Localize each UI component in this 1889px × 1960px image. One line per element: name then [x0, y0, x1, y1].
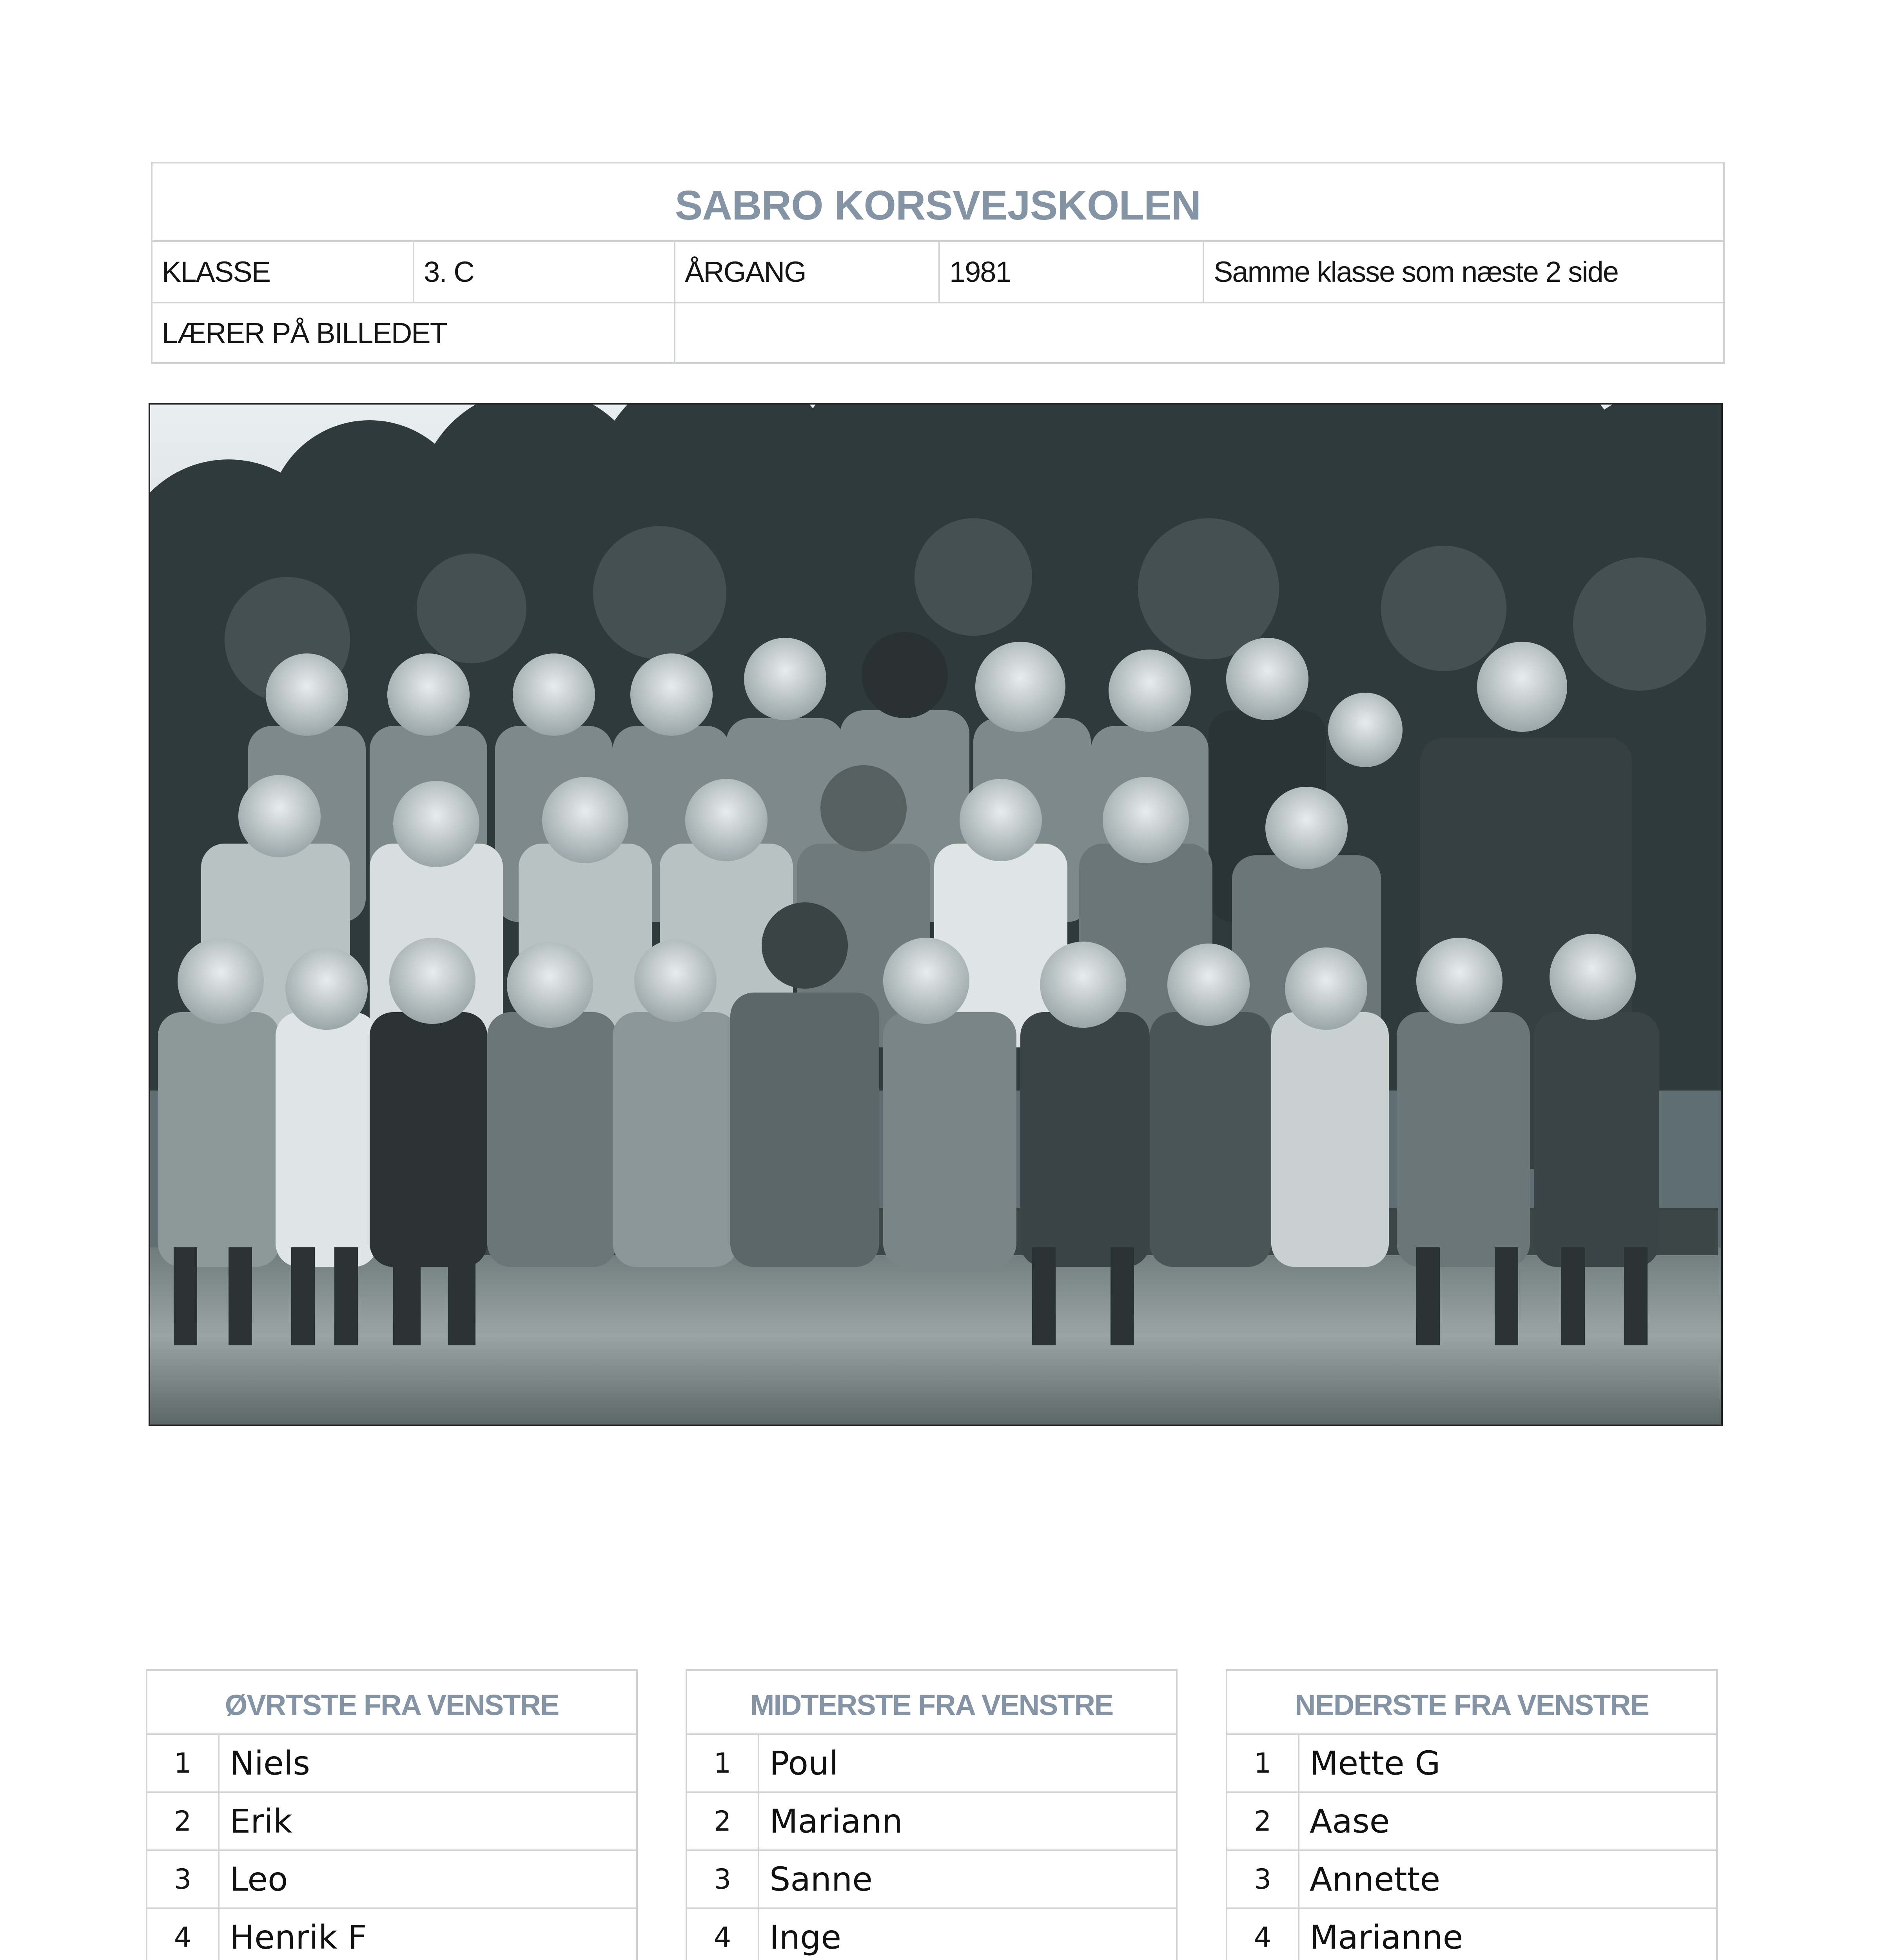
person-name: Erik — [219, 1792, 637, 1850]
top-row-names-table — [146, 1669, 638, 1960]
row-number: 4 — [147, 1908, 219, 1960]
school-name: SABRO KORSVEJSKOLEN — [152, 163, 1724, 241]
name-row — [147, 1792, 637, 1850]
row-number: 1 — [147, 1734, 219, 1792]
person-name: Mette G — [1299, 1734, 1717, 1792]
person-name: Marianne — [1299, 1908, 1717, 1960]
aargang-label: ÅRGANG — [675, 241, 939, 303]
person-name: Poul — [759, 1734, 1177, 1792]
name-row — [147, 1850, 637, 1908]
person-name: Niels — [219, 1734, 637, 1792]
name-row — [1227, 1850, 1717, 1908]
row-number: 3 — [686, 1850, 759, 1908]
remark: Samme klasse som næste 2 side — [1203, 241, 1724, 303]
name-row — [686, 1792, 1177, 1850]
teacher-label: LÆRER PÅ BILLEDET — [152, 303, 675, 363]
row-number: 2 — [686, 1792, 759, 1850]
teacher-value — [675, 303, 1724, 363]
top-row-heading: ØVRTSTE FRA VENSTRE — [147, 1670, 637, 1734]
person-name: Sanne — [759, 1850, 1177, 1908]
class-photo-image — [150, 405, 1721, 1425]
header-table — [151, 162, 1725, 364]
name-row — [147, 1908, 637, 1960]
bottom-row-heading: NEDERSTE FRA VENSTRE — [1227, 1670, 1717, 1734]
name-row — [147, 1734, 637, 1792]
row-number: 2 — [147, 1792, 219, 1850]
row-number: 1 — [686, 1734, 759, 1792]
row-number: 3 — [1227, 1850, 1299, 1908]
person-name: Inge — [759, 1908, 1177, 1960]
person-name: Henrik F — [219, 1908, 637, 1960]
row-number: 4 — [686, 1908, 759, 1960]
row-number: 3 — [147, 1850, 219, 1908]
person-name: Mariann — [759, 1792, 1177, 1850]
person-name: Annette — [1299, 1850, 1717, 1908]
row-number: 2 — [1227, 1792, 1299, 1850]
person-name: Aase — [1299, 1792, 1717, 1850]
name-row — [686, 1908, 1177, 1960]
klasse-value: 3. C — [414, 241, 675, 303]
middle-row-heading: MIDTERSTE FRA VENSTRE — [686, 1670, 1177, 1734]
row-number: 1 — [1227, 1734, 1299, 1792]
name-row — [686, 1734, 1177, 1792]
class-photo — [149, 403, 1723, 1426]
bottom-row-names-table — [1226, 1669, 1718, 1960]
klasse-label: KLASSE — [152, 241, 414, 303]
name-row — [1227, 1908, 1717, 1960]
name-row — [686, 1850, 1177, 1908]
row-number: 4 — [1227, 1908, 1299, 1960]
name-row — [1227, 1734, 1717, 1792]
name-row — [1227, 1792, 1717, 1850]
middle-row-names-table — [686, 1669, 1178, 1960]
aargang-value: 1981 — [939, 241, 1203, 303]
person-name: Leo — [219, 1850, 637, 1908]
